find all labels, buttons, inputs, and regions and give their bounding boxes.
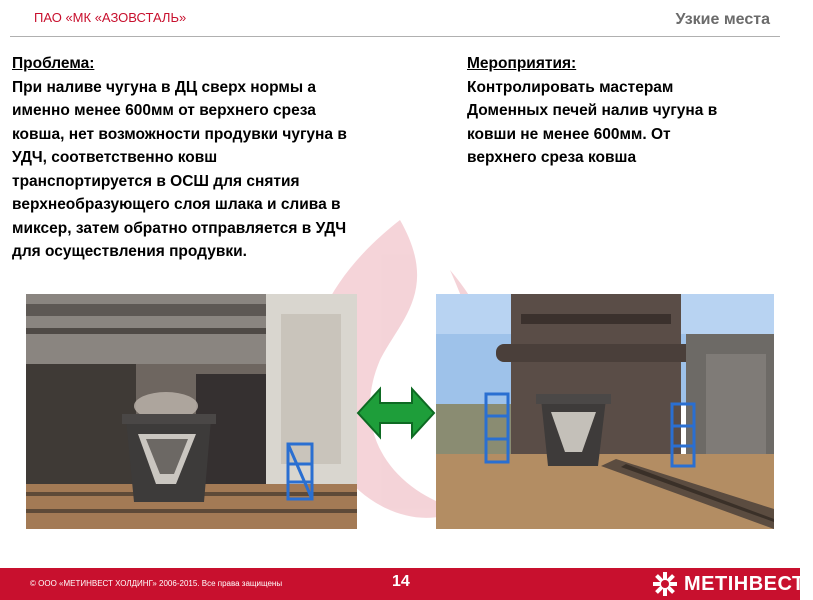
copyright-text: © ООО «МЕТИНВЕСТ ХОЛДИНГ» 2006-2015. Все права защищены [30,579,283,588]
metinvest-logo-icon [652,571,678,597]
problem-line: ковша, нет возможности продувки чугуна в [12,125,347,143]
double-headed-arrow-icon [354,385,438,441]
problem-line: При наливе чугуна в ДЦ сверх нормы а [12,78,317,96]
problem-line: верхнеобразующего слоя шлака и слива в [12,196,341,213]
header-divider [10,36,780,37]
measures-line: Доменных печей налив чугуна в [467,102,718,119]
brand-logo [652,571,813,597]
problem-line: транспортируется в ОСШ для снятия [12,172,300,190]
problem-block [12,52,432,264]
problem-heading: Проблема: [12,55,95,72]
brand-name: МЕТІНВЕСТ [684,572,805,595]
registered-mark: ® [806,573,813,582]
ladle-photo-after [436,294,774,529]
measures-line: Контролировать мастерам [467,78,674,96]
problem-line: именно менее 600мм от верхнего среза [12,102,316,119]
measures-line: ковши не менее 600мм. От [467,125,671,143]
problem-line: для осуществления продувки. [12,243,247,260]
company-name: ПАО «МК «АЗОВСТАЛЬ» [34,10,187,25]
ladle-photo-before [26,294,357,529]
problem-line: миксер, затем обратно отправляется в УДЧ [12,219,347,237]
measures-block [467,52,787,170]
page-number: 14 [392,573,410,590]
slide-title: Узкие места [675,11,770,28]
problem-line: УДЧ, соответственно ковш [12,149,218,166]
measures-heading: Мероприятия: [467,55,577,72]
measures-line: верхнего среза ковша [467,149,637,166]
